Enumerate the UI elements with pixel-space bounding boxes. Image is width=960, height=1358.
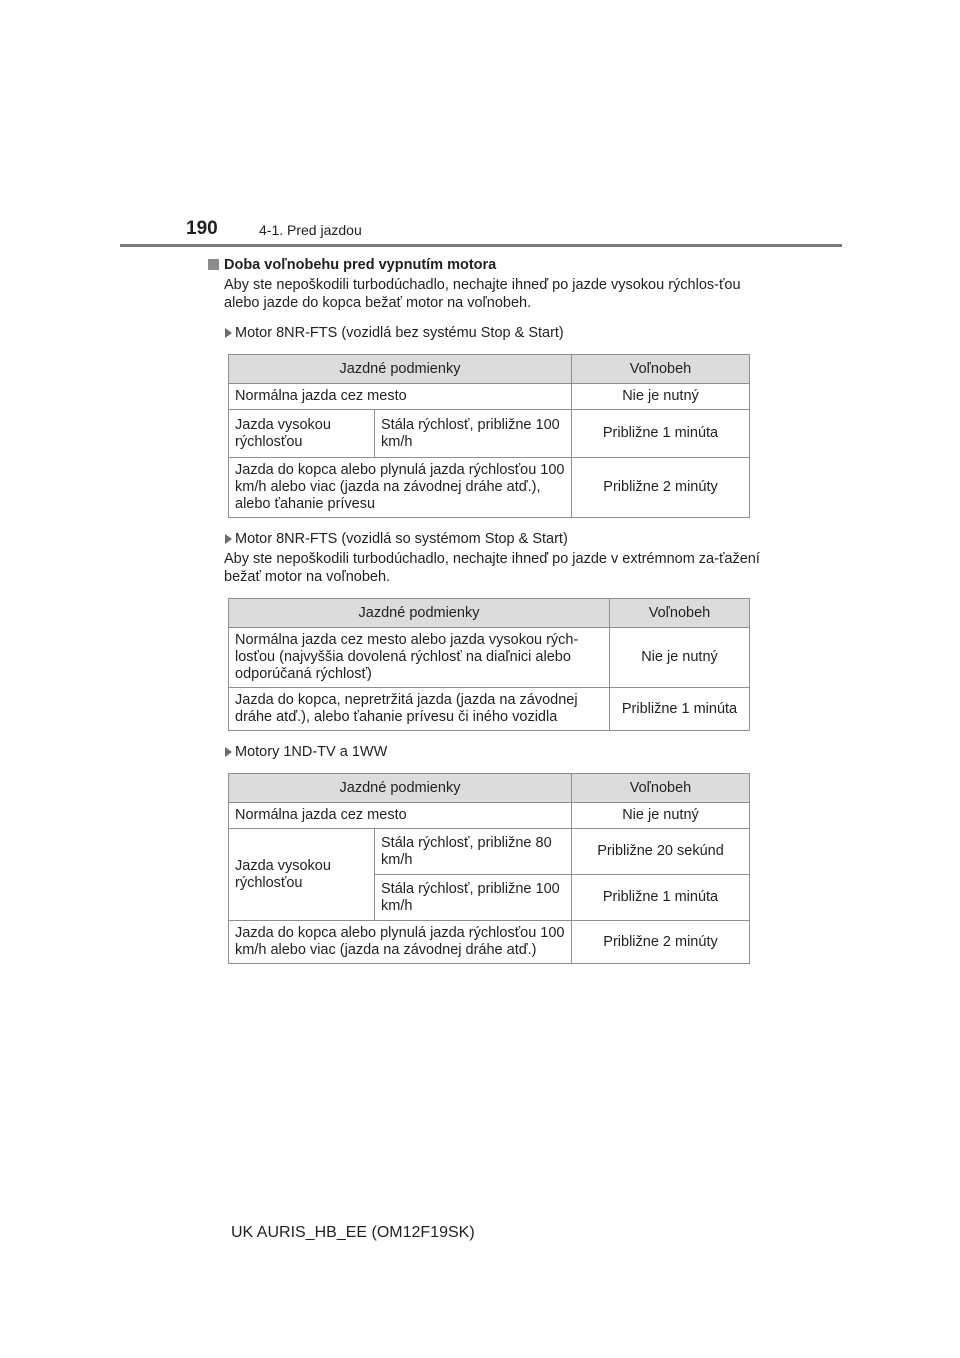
subsection-title-text: Motor 8NR-FTS (vozidlá so systémom Stop & Start) (235, 531, 568, 547)
idle-cell: Približne 1 minúta (610, 688, 750, 731)
page-number: 190 (186, 218, 218, 239)
idle-cell: Približne 2 minúty (572, 458, 750, 518)
condition-cell: Jazda vysokou rýchlosťou (229, 410, 375, 458)
condition-cell: Normálna jazda cez mesto alebo jazda vysokou rých-losťou (najvyššia dovolená rýchlosť na diaľnici alebo odporúčaná rýchlosť) (229, 628, 610, 688)
table-row (229, 384, 750, 410)
table-row (229, 410, 750, 458)
table-row (229, 628, 750, 688)
table-row (229, 829, 750, 875)
idle-cell: Približne 2 minúty (572, 921, 750, 964)
triangle-bullet-icon (225, 747, 232, 757)
triangle-bullet-icon (225, 328, 232, 338)
header-idle: Voľnobeh (572, 355, 750, 384)
condition-cell: Jazda do kopca alebo plynulá jazda rýchlosťou 100 km/h alebo viac (jazda na závodnej dráhe atď.) (229, 921, 572, 964)
table-row (229, 803, 750, 829)
table-header-row (229, 599, 750, 628)
condition-cell: Normálna jazda cez mesto (229, 384, 572, 410)
sub-condition-cell: Stála rýchlosť, približne 100 km/h (375, 410, 572, 458)
condition-cell: Jazda do kopca alebo plynulá jazda rýchlosťou 100 km/h alebo viac (jazda na závodnej dráhe atď.), alebo ťahanie prívesu (229, 458, 572, 518)
header-conditions: Jazdné podmienky (229, 774, 572, 803)
footer-model-code: UK AURIS_HB_EE (OM12F19SK) (231, 1224, 475, 1241)
heading (208, 256, 768, 274)
header-conditions: Jazdné podmienky (229, 599, 610, 628)
idle-cell: Nie je nutný (610, 628, 750, 688)
intro-paragraph: Aby ste nepoškodili turbodúchadlo, nechajte ihneď po jazde vysokou rýchlos-ťou alebo jazde do kopca bežať motor na voľnobeh. (224, 277, 741, 311)
condition-cell: Jazda do kopca, nepretržitá jazda (jazda na závodnej dráhe atď.), alebo ťahanie prívesu či iného vozidla (229, 688, 610, 731)
section-title: 4-1. Pred jazdou (259, 222, 362, 238)
idle-table-1 (228, 354, 750, 518)
sub-condition-cell: Stála rýchlosť, približne 80 km/h (375, 829, 572, 875)
heading-text: Doba voľnobehu pred vypnutím motora (224, 257, 497, 273)
idle-cell: Približne 1 minúta (572, 875, 750, 921)
subsection-title (208, 743, 768, 761)
idle-table-2 (228, 598, 750, 731)
table-row (229, 688, 750, 731)
triangle-bullet-icon (225, 534, 232, 544)
header-idle: Voľnobeh (610, 599, 750, 628)
table-header-row (229, 774, 750, 803)
table-row (229, 921, 750, 964)
idle-table-3 (228, 773, 750, 964)
idle-cell: Nie je nutný (572, 803, 750, 829)
condition-cell: Jazda vysokou rýchlosťou (229, 829, 375, 921)
square-bullet-icon (208, 259, 219, 270)
subsection-title-text: Motory 1ND-TV a 1WW (235, 744, 388, 760)
page-content (208, 256, 768, 972)
table-header-row (229, 355, 750, 384)
idle-cell: Približne 1 minúta (572, 410, 750, 458)
sub-condition-cell: Stála rýchlosť, približne 100 km/h (375, 875, 572, 921)
subsection-title-text: Motor 8NR-FTS (vozidlá bez systému Stop & Start) (235, 325, 564, 341)
header-conditions: Jazdné podmienky (229, 355, 572, 384)
subsection-title (208, 530, 768, 548)
condition-cell: Normálna jazda cez mesto (229, 803, 572, 829)
idle-cell: Približne 20 sekúnd (572, 829, 750, 875)
table-row (229, 458, 750, 518)
section-intro: Aby ste nepoškodili turbodúchadlo, nechajte ihneď po jazde v extrémnom za-ťažení bežať motor na voľnobeh. (224, 551, 760, 585)
header-rule (120, 244, 842, 247)
idle-cell: Nie je nutný (572, 384, 750, 410)
header-idle: Voľnobeh (572, 774, 750, 803)
subsection-title (208, 324, 768, 342)
